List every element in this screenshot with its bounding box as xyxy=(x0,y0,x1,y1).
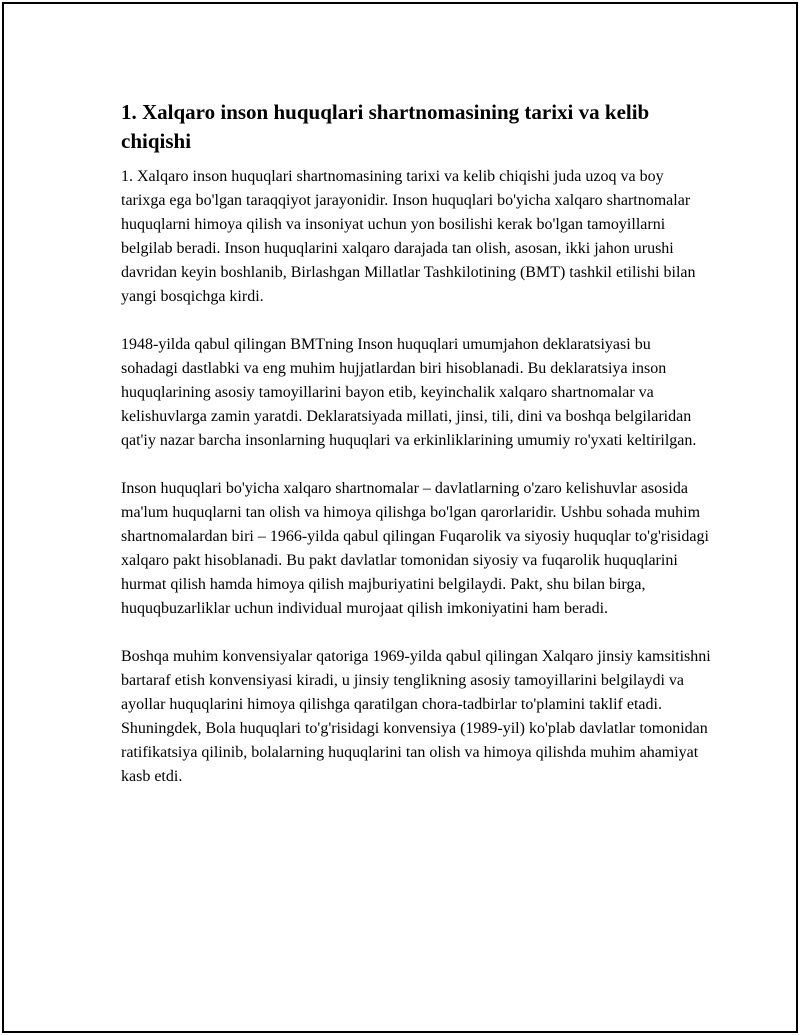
paragraph-1: 1. Xalqaro inson huquqlari shartnomasining tarixi va kelib chiqishi juda uzoq va boy tarixga ega bo'lgan taraqqiyot jarayonidir. Inson huquqlari bo'yicha xalqaro shartnomalar huquqlarni himoya qilish va insoniyat uchun yon bosilishi kerak bo'lgan tamoyillarni belgilab beradi. Inson huquqlarini xalqaro darajada tan olish, asosan, ikki jahon urushi davridan keyin boshlanib, Birlashgan Millatlar Tashkilotining (BMT) tashkil etilishi bilan yangi bosqichga kirdi. xyxy=(121,168,696,305)
document-page xyxy=(2,2,798,1033)
page-title: 1. Xalqaro inson huquqlari shartnomasining tarixi va kelib chiqishi xyxy=(121,100,650,153)
paragraph-2: 1948-yilda qabul qilingan BMTning Inson huquqlari umumjahon deklaratsiyasi bu sohadagi dastlabki va eng muhim hujjatlardan biri hisoblanadi. Bu deklaratsiya inson huquqlarining asosiy tamoyillarini bayon etib, keyinchalik xalqaro shartnomalar va kelishuvlarga zamin yaratdi. Deklaratsiyada millati, jinsi, tili, dini va boshqa belgilaridan qat'iy nazar barcha insonlarning huquqlari va erkinliklarining umumiy ro'yxati keltirilgan. xyxy=(121,336,697,449)
paragraph-4: Boshqa muhim konvensiyalar qatoriga 1969-yilda qabul qilingan Xalqaro jinsiy kamsitishni bartaraf etish konvensiyasi kiradi, u jinsiy tenglikning asosiy tamoyillarini belgilaydi va ayollar huquqlarini himoya qilishga qaratilgan chora-tadbirlar to'plamini taklif etadi. Shuningdek, Bola huquqlari to'g'risidagi konvensiya (1989-yil) ko'plab davlatlar tomonidan ratifikatsiya qilinib, bolalarning huquqlarini tan olish va himoya qilishda muhim ahamiyat kasb etdi. xyxy=(121,648,711,785)
document-body xyxy=(121,98,711,813)
paragraph-3: Inson huquqlari bo'yicha xalqaro shartnomalar – davlatlarning o'zaro kelishuvlar asosida ma'lum huquqlarni tan olish va himoya qilishga bo'lgan qarorlaridir. Ushbu sohada muhim shartnomalardan biri – 1966-yilda qabul qilingan Fuqarolik va siyosiy huquqlar to'g'risidagi xalqaro pakt hisoblanadi. Bu pakt davlatlar tomonidan siyosiy va fuqarolik huquqlarini hurmat qilish hamda himoya qilish majburiyatini belgilaydi. Pakt, shu bilan birga, huquqbuzarliklar uchun individual murojaat qilish imkoniyatini ham beradi. xyxy=(121,480,709,617)
